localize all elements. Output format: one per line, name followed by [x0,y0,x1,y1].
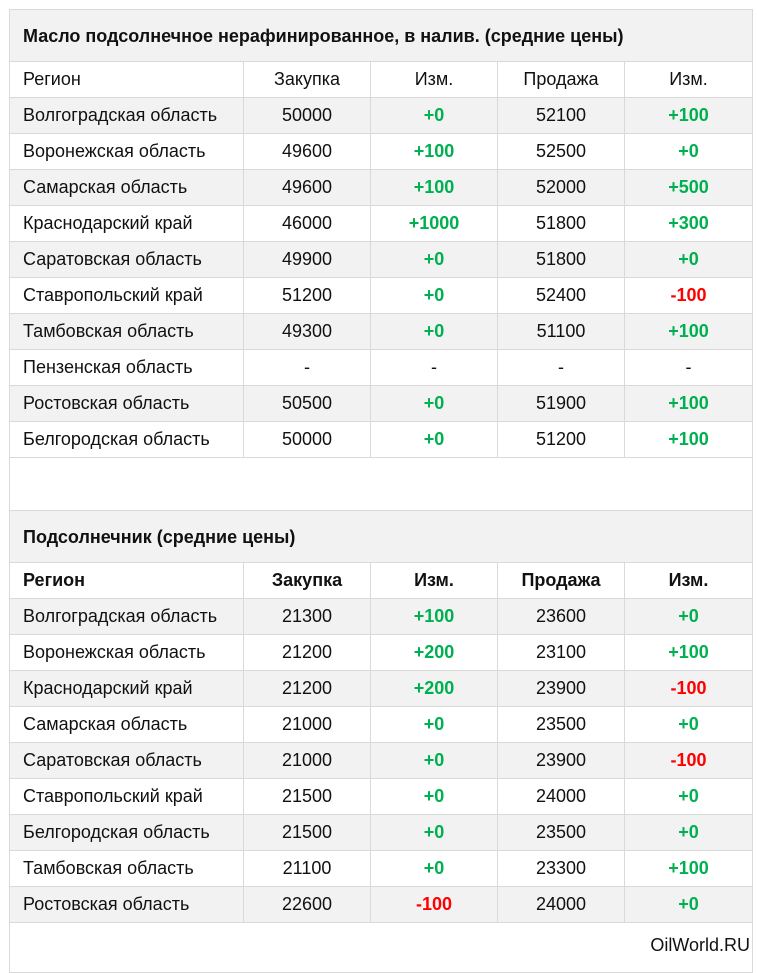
table2-header-buy-change: Изм. [371,563,498,598]
cell-sell-change: -100 [670,678,707,698]
cell-buy: 50500 [244,386,371,421]
cell-sell-change: +100 [668,642,709,662]
cell-buy: 21100 [244,851,371,886]
cell-sell: 24000 [498,887,625,922]
cell-buy-change: +200 [371,635,498,670]
table-row [10,206,752,242]
cell-buy-change: -100 [371,887,498,922]
cell-buy-change: +0 [371,815,498,850]
cell-sell-change: +100 [668,105,709,125]
cell-sell-change: +0 [678,822,699,842]
cell-region: Волгоградская область [10,599,244,634]
table1-header-row [10,62,752,98]
cell-region: Самарская область [10,170,244,205]
cell-buy: 49900 [244,242,371,277]
cell-buy: 21000 [244,707,371,742]
table-row [10,98,752,134]
table1-header-buy-change: Изм. [371,62,498,97]
cell-sell-change: +0 [678,714,699,734]
cell-sell: - [498,350,625,385]
cell-region: Ставропольский край [10,278,244,313]
cell-buy: 21200 [244,635,371,670]
cell-sell: 51900 [498,386,625,421]
table-row [10,314,752,350]
cell-buy: 21500 [244,815,371,850]
cell-sell-change: +0 [678,606,699,626]
table-row [10,671,752,707]
table1-header-sell-change: Изм. [669,69,708,89]
cell-buy: 46000 [244,206,371,241]
cell-buy: - [244,350,371,385]
cell-buy: 21300 [244,599,371,634]
cell-sell: 52400 [498,278,625,313]
table2-header-sell: Продажа [498,563,625,598]
cell-region: Саратовская область [10,743,244,778]
cell-sell: 52100 [498,98,625,133]
cell-buy: 51200 [244,278,371,313]
cell-region: Пензенская область [10,350,244,385]
cell-sell-change: +0 [678,786,699,806]
table-row [10,599,752,635]
cell-buy-change: +0 [371,386,498,421]
cell-region: Самарская область [10,707,244,742]
table-row [10,170,752,206]
cell-sell-change: +100 [668,429,709,449]
table1-body [10,98,752,458]
cell-sell-change: +300 [668,213,709,233]
cell-sell: 23900 [498,743,625,778]
cell-sell: 51800 [498,242,625,277]
table-row [10,134,752,170]
table-row [10,386,752,422]
cell-buy: 49300 [244,314,371,349]
table2-title: Подсолнечник (средние цены) [10,511,752,563]
brand-label: OilWorld.RU [650,935,750,955]
table-row [10,743,752,779]
cell-buy-change: +0 [371,314,498,349]
table-row [10,779,752,815]
cell-region: Краснодарский край [10,206,244,241]
cell-buy-change: +0 [371,242,498,277]
cell-sell-change: +500 [668,177,709,197]
cell-region: Воронежская область [10,635,244,670]
table1-header-region: Регион [10,62,244,97]
cell-buy: 50000 [244,422,371,457]
cell-sell: 24000 [498,779,625,814]
cell-buy-change: +100 [371,134,498,169]
cell-buy-change: +0 [371,743,498,778]
table-row [10,422,752,458]
cell-region: Ростовская область [10,386,244,421]
table2-header-row [10,563,752,599]
cell-buy-change: +0 [371,707,498,742]
cell-sell: 51800 [498,206,625,241]
cell-buy-change: - [371,350,498,385]
table-spacer [10,458,752,511]
cell-sell-change: +100 [668,393,709,413]
cell-region: Белгородская область [10,815,244,850]
cell-sell-change: +0 [678,894,699,914]
cell-sell-change: +100 [668,858,709,878]
cell-sell: 23900 [498,671,625,706]
cell-sell-change: +100 [668,321,709,341]
cell-buy: 21200 [244,671,371,706]
cell-buy: 21000 [244,743,371,778]
cell-sell-change: +0 [678,249,699,269]
cell-sell: 23500 [498,707,625,742]
cell-region: Волгоградская область [10,98,244,133]
cell-buy-change: +100 [371,599,498,634]
cell-buy-change: +1000 [371,206,498,241]
cell-buy: 49600 [244,134,371,169]
table2-body [10,599,752,923]
table1-header-buy: Закупка [244,62,371,97]
cell-sell: 52000 [498,170,625,205]
cell-sell: 23300 [498,851,625,886]
table-row [10,707,752,743]
cell-sell: 52500 [498,134,625,169]
cell-sell: 51200 [498,422,625,457]
cell-buy: 21500 [244,779,371,814]
cell-sell: 23100 [498,635,625,670]
cell-region: Краснодарский край [10,671,244,706]
table-row [10,278,752,314]
cell-region: Тамбовская область [10,851,244,886]
cell-region: Воронежская область [10,134,244,169]
cell-sell-change: - [685,357,692,377]
cell-sell-change: +0 [678,141,699,161]
table2-header-region: Регион [10,563,244,598]
cell-sell: 51100 [498,314,625,349]
cell-region: Ростовская область [10,887,244,922]
cell-buy-change: +100 [371,170,498,205]
cell-region: Саратовская область [10,242,244,277]
footer [10,923,752,973]
table2-header-sell-change: Изм. [668,570,709,590]
table-row [10,350,752,386]
cell-buy: 22600 [244,887,371,922]
table-row [10,242,752,278]
table-row [10,635,752,671]
cell-sell: 23600 [498,599,625,634]
table-row [10,851,752,887]
cell-buy-change: +0 [371,98,498,133]
cell-buy-change: +0 [371,422,498,457]
cell-buy-change: +0 [371,851,498,886]
cell-buy: 50000 [244,98,371,133]
cell-region: Ставропольский край [10,779,244,814]
table1-header-sell: Продажа [498,62,625,97]
table1-title: Масло подсолнечное нерафинированное, в налив. (средние цены) [10,10,752,62]
table-row [10,815,752,851]
cell-buy-change: +0 [371,779,498,814]
price-sheet [9,9,753,973]
cell-region: Белгородская область [10,422,244,457]
table-row [10,887,752,923]
cell-sell: 23500 [498,815,625,850]
cell-buy-change: +0 [371,278,498,313]
cell-sell-change: -100 [670,750,707,770]
cell-sell-change: -100 [670,285,707,305]
cell-buy: 49600 [244,170,371,205]
cell-region: Тамбовская область [10,314,244,349]
table2-header-buy: Закупка [244,563,371,598]
cell-buy-change: +200 [371,671,498,706]
